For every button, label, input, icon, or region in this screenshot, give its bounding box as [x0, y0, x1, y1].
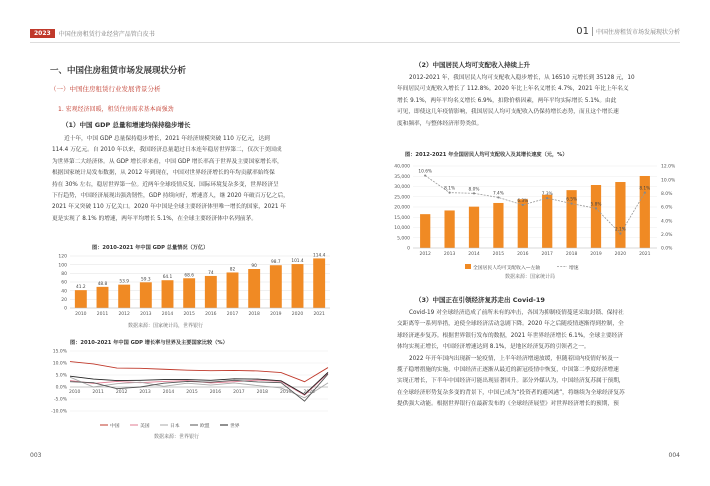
- x-tick-label: 2013: [140, 312, 152, 317]
- bar: [420, 214, 430, 248]
- bar: [469, 207, 479, 248]
- chapter-title: 中国住房租赁市场发展现状分析: [595, 29, 680, 36]
- chart-title: 图：2010-2021 年中国 GDP 总量情况（万亿）: [92, 245, 209, 251]
- bar: [118, 285, 130, 308]
- legend-swatch: [465, 264, 471, 269]
- text-line: 增长 9.1%，两年平均名义增长 6.9%，扣除价格因素，两年平均实际增长 5.1%。由此: [397, 97, 617, 104]
- y-tick-label: 15,000: [394, 215, 410, 221]
- text-line: 114.4 万亿元。自 2010 年以来，我国经济总量超过日本连年稳居世界第二，仅次于美国成: [52, 147, 282, 154]
- y-tick-label: 20: [61, 297, 67, 303]
- bar: [615, 182, 625, 248]
- x-tick-label: 2017: [541, 252, 553, 257]
- y-tick-label: 25,000: [394, 195, 410, 201]
- bar: [227, 272, 239, 308]
- header-divider: [355, 42, 680, 43]
- y-tick-label: 40: [61, 289, 67, 295]
- y-tick-label: 0: [407, 246, 410, 252]
- growth-point: [473, 192, 475, 194]
- x-tick-label: 2016: [205, 312, 217, 317]
- legend-label: 美国: [140, 424, 150, 429]
- growth-line: [425, 176, 645, 234]
- point-heading: （2）中国居民人均可支配收入持续上升: [415, 61, 531, 69]
- data-label: 7.3%: [541, 192, 553, 198]
- y-tick-label: 10,000: [394, 226, 410, 232]
- text-line: 年间居民可支配收入增长了 112.8%。2020 年比上年名义增长 4.7%，2021 年比上年名义: [397, 86, 629, 93]
- data-label: 64.1: [162, 275, 173, 281]
- x-tick-label: 2015: [492, 252, 505, 257]
- y2-tick-label: 0.0%: [661, 246, 673, 252]
- year-badge: 2023: [30, 29, 55, 38]
- y2-tick-label: 10.0%: [661, 178, 676, 184]
- x-tick-label: 2021: [313, 312, 325, 317]
- data-label: 6.5%: [566, 197, 578, 203]
- chart-legend: [100, 420, 300, 430]
- y-tick-label: 100: [58, 263, 67, 269]
- growth-point: [571, 202, 573, 204]
- growth-point: [522, 204, 524, 206]
- x-tick-label: 2015: [183, 312, 195, 317]
- data-label: 59.3: [141, 277, 151, 283]
- text-line: 持在 30% 左右，稳居世界第一位。近两年全球疫情反复、国际环境复杂多变，世界经济呈: [52, 181, 279, 188]
- growth-point: [449, 192, 451, 194]
- data-label: 10.6%: [418, 169, 433, 175]
- x-tick-label: 2013: [443, 252, 456, 257]
- x-tick-label: 2012: [419, 252, 431, 257]
- left-header: [30, 27, 155, 39]
- growth-point: [644, 192, 646, 194]
- data-label: 8.0%: [468, 187, 480, 193]
- y-tick-label: 20,000: [394, 205, 410, 211]
- text-line: 根据国家统计局发布数据，从 2012 年到现在，中国对世界经济增长的年均贡献率始终保: [52, 170, 275, 177]
- x-tick-label: 2020: [614, 252, 627, 257]
- y-tick-label: -10.0%: [51, 409, 67, 415]
- data-label: 2.1%: [614, 227, 626, 233]
- text-line: 更是实现了 8.1% 的增速，两年平均增长 5.1%，在全球主要经济体中名列前茅。: [52, 215, 257, 222]
- y-tick-label: 5,000: [397, 236, 410, 242]
- growth-point: [619, 233, 621, 235]
- page-number: 004: [668, 452, 680, 459]
- body-paragraph: [397, 308, 679, 411]
- data-label: 68.6: [184, 273, 194, 279]
- body-paragraph: [52, 134, 342, 225]
- data-label: 98.7: [271, 260, 281, 266]
- chapter-number: 01: [576, 26, 589, 37]
- point-heading: （3）中国正在引领经济复苏走出 Covid-19: [415, 296, 545, 304]
- x-tick-label: 2018: [256, 390, 269, 395]
- y-tick-label: 30,000: [394, 185, 410, 191]
- data-label: 74: [208, 270, 214, 276]
- legend-label: 全国居民人均可支配收入—左轴: [473, 266, 541, 271]
- bar: [542, 195, 552, 248]
- point-heading: （1）中国 GDP 总量和增速均保持稳步增长: [62, 121, 191, 129]
- y-tick-label: 120: [58, 254, 67, 260]
- legend-label: 世界: [230, 424, 240, 429]
- x-tick-label: 2020: [291, 312, 304, 317]
- legend-label: 日本: [170, 424, 180, 429]
- x-tick-label: 2016: [517, 252, 529, 257]
- text-line: 揽子稳增措施的实施，中国经济正逐渐从最近的新冠疫情中恢复，中国第二季度经济增速: [397, 367, 619, 374]
- y-tick-label: 5.0%: [55, 373, 67, 379]
- data-label: 8.1%: [639, 186, 651, 192]
- x-tick-label: 2012: [115, 390, 128, 395]
- text-line: Covid-19 对全球经济造成了前所未有的冲击，各国为抑制疫情蔓延采取封锁、保持社: [409, 310, 624, 316]
- text-line: 提供强大动能。根据世界银行在最新发布的《全球经济展望》对世界经济增长的预期，预: [397, 401, 619, 408]
- y-tick-label: 15.0%: [52, 349, 67, 355]
- text-line: 球经济逐步复苏。根据世界银行发布的数据，2021 年世界经济增长 6.1%，全球主要经济: [397, 332, 623, 339]
- x-tick-label: 2012: [118, 312, 130, 317]
- data-label: 90: [251, 264, 257, 269]
- y-tick-label: 0: [64, 306, 67, 312]
- bar: [270, 265, 282, 308]
- y-tick-label: 80: [61, 271, 67, 277]
- text-line: 交距离等一系列举措，迫使全球经济活动急剧下降。2020 年之后随疫情逐渐得到控制，全: [397, 321, 624, 328]
- y-tick-label: 40,000: [394, 164, 410, 170]
- page-number: 003: [30, 452, 42, 459]
- growth-point: [595, 207, 597, 209]
- legend-label: 中国: [110, 424, 120, 429]
- header-divider: [30, 42, 355, 43]
- chart-legend: [465, 262, 665, 272]
- subsection-heading: （一）中国住房租赁行业发展背景分析: [50, 85, 161, 93]
- data-label: 8.1%: [444, 186, 456, 192]
- y2-tick-label: 12.0%: [661, 164, 676, 170]
- text-line: 2022 年开年国内出现新一轮疫情，上半年经济增速放缓，但随着国内疫情好转及一: [409, 355, 619, 362]
- text-line: 实现正增长，下半年中国经济可能出现显著回升。部分外媒认为，中国经济复苏属于预期，: [397, 378, 625, 385]
- bar: [313, 258, 325, 308]
- bar: [591, 185, 601, 248]
- bar: [75, 290, 87, 308]
- income-bar-line-chart: [385, 160, 685, 260]
- y-tick-label: 60: [61, 280, 67, 286]
- text-line: 在全球经济形势复杂多变的背景下，中国已成为“投资者的避风港”，将继续为全球经济复苏: [397, 389, 625, 396]
- x-tick-label: 2010: [75, 312, 87, 317]
- y-tick-label: 35,000: [394, 174, 410, 180]
- y-tick-label: 10.0%: [52, 361, 67, 367]
- bar: [292, 264, 304, 308]
- bar: [97, 287, 109, 308]
- legend-label: 欧盟: [200, 424, 210, 429]
- x-tick-label: 2017: [233, 390, 245, 395]
- bar: [444, 210, 454, 248]
- data-label: 114.4: [313, 253, 326, 259]
- x-tick-label: 2017: [226, 312, 239, 317]
- body-paragraph: [397, 73, 679, 130]
- x-tick-label: 2016: [209, 390, 222, 395]
- legend-label: 增速: [569, 266, 579, 271]
- y-tick-label: 0.0%: [55, 385, 67, 391]
- bar: [493, 203, 503, 248]
- bar: [205, 276, 217, 308]
- data-label: 48.8: [97, 281, 108, 287]
- series-line: [70, 362, 328, 382]
- x-tick-label: 2013: [139, 390, 151, 395]
- data-label: 7.4%: [492, 191, 504, 197]
- x-tick-label: 2010: [68, 390, 81, 395]
- right-page: [355, 0, 710, 486]
- section-heading: 一、中国住房租赁市场发展现状分析: [50, 66, 187, 76]
- x-tick-label: 2019: [270, 312, 282, 317]
- gdp-bar-chart: [48, 252, 338, 318]
- chart-source: 数据来源：国家统计局: [505, 274, 556, 280]
- bar: [140, 282, 152, 308]
- text-line: 近十年，中国 GDP 总量保持稳步增长，2021 年经济规模突破 110 万亿元，达到: [64, 136, 270, 142]
- x-tick-label: 2011: [96, 312, 109, 317]
- bar: [248, 269, 260, 308]
- text-line: 2012-2021 年，我国居民人均可支配收入稳步增长，从 16510 元增长到 35128 元，10: [409, 75, 635, 81]
- data-label: 82: [229, 267, 236, 273]
- data-label: 101.4: [291, 259, 304, 265]
- bar: [183, 278, 195, 308]
- x-tick-label: 2021: [639, 252, 651, 257]
- header-separator: [592, 27, 593, 36]
- x-tick-label: 2018: [565, 252, 578, 257]
- growth-point: [546, 197, 548, 199]
- x-tick-label: 2014: [468, 252, 480, 257]
- y-tick-label: -5.0%: [53, 397, 67, 403]
- text-line: 度和频率，与整体经济形势类似。: [397, 120, 483, 127]
- bar: [162, 280, 174, 308]
- y2-tick-label: 2.0%: [661, 232, 673, 238]
- x-tick-label: 2015: [186, 390, 198, 395]
- x-tick-label: 2014: [161, 312, 174, 317]
- chart-source: 数据来源：世界银行: [154, 434, 200, 440]
- chart-source: 数据来源：国家统计局，世界银行: [128, 323, 204, 329]
- text-line: 下行趋势，中国经济展现出强劲韧性，GDP 持续向好，增速喜人，继 2020 年破百万亿之后，: [52, 193, 289, 200]
- growth-point: [497, 196, 499, 198]
- x-tick-label: 2019: [280, 390, 292, 395]
- text-line: 为世界第二大经济体。从 GDP 增长率来看，中国 GDP 增长率高于世界及主要国家增长率，: [52, 158, 283, 165]
- right-header: [576, 26, 680, 37]
- x-tick-label: 2014: [162, 390, 175, 395]
- y2-tick-label: 8.0%: [661, 191, 673, 197]
- text-line: 2021 年又突破 110 万亿关口。2020 年中国是全球主要经济体里唯一增长的国家，2021 年: [52, 204, 286, 211]
- bar: [518, 199, 528, 248]
- report-title: 中国住房租赁行业经营产品管白皮书: [58, 30, 155, 38]
- topic-heading: 1. 宏观经济回暖，租赁住房需求基本面强劲: [58, 106, 174, 113]
- chart-title: 图：2010-2021 年中国 GDP 增长率与世界及主要国家比较（%）: [70, 340, 228, 346]
- y2-tick-label: 4.0%: [661, 219, 673, 225]
- text-line: 可见，即使这几年疫情影响，我国居民人均可支配收入仍保持增长态势，而且这个增长速: [397, 109, 619, 116]
- data-label: 41.2: [76, 285, 86, 291]
- chart-title: 图：2012-2021 年全国居民人均可支配收入及其增长速度（元，%）: [405, 152, 568, 158]
- x-tick-label: 2019: [590, 252, 602, 257]
- x-tick-label: 2011: [92, 390, 104, 395]
- y2-tick-label: 6.0%: [661, 205, 673, 211]
- text-line: 体均实现正增长，中国经济增速达到 8.1%，是地区经济复苏的引领者之一。: [397, 344, 590, 351]
- data-label: 5.8%: [590, 202, 602, 208]
- series-line: [70, 374, 328, 401]
- data-label: 6.3%: [517, 198, 529, 204]
- gdp-growth-line-chart: [44, 347, 334, 415]
- x-tick-label: 2020: [303, 390, 315, 395]
- x-tick-label: 2018: [248, 312, 260, 317]
- data-label: 53.9: [119, 279, 129, 285]
- growth-point: [424, 174, 426, 176]
